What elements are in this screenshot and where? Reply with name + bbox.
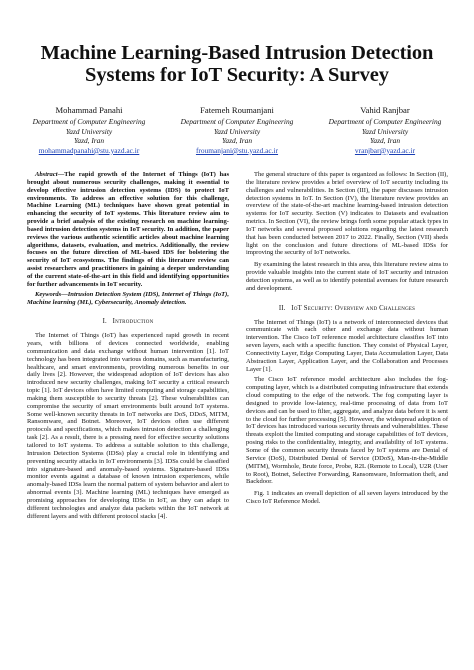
author-institution: Yazd University (213, 126, 261, 136)
section-number: II. (278, 304, 286, 312)
paper-title (20, 42, 454, 86)
author-institution: Yazd University (65, 126, 113, 136)
title-line-2: Systems for IoT Security: A Survey (85, 64, 389, 86)
section-heading-iot-security (246, 305, 448, 313)
iot-paragraph-1: The Internet of Things (IoT) is a network of interconnected devices that communicate with each other and exchange data without human intervention. The Cisco IoT reference model architecture classifies IoT into seven layers, each with a specific function. They consist of Physical Layer, Connectivity Layer, Edge Computing Layer, Data Accumulation Layer, Data Abstraction Layer, Application Layer, and the Collaboration and Processes Layer [1]. (246, 318, 448, 373)
author-name: Vahid Ranjbar (360, 105, 410, 115)
author-3 (310, 104, 460, 155)
section-heading-introduction (27, 318, 229, 326)
author-location: Yazd, Iran (73, 136, 105, 146)
left-column (27, 171, 229, 520)
keywords-label: Keywords (35, 290, 62, 298)
structure-paragraph-2: By examining the latest research in this area, this literature review aims to provide valuable insights into the current state of IoT security and intrusion detection systems, as well as to identify potential avenues for future research and development. (246, 261, 448, 292)
author-department: Department of Computer Engineering (32, 117, 146, 126)
right-column (246, 171, 448, 506)
title-line-1: Machine Learning-Based Intrusion Detection (40, 42, 434, 64)
intro-paragraph: The Internet of Things (IoT) has experienced rapid growth in recent years, with billions of devices connected worldwide, enabling communication and data exchange without human intervention [1]. IoT technology has been integrated into various domains, such as manufacturing, healthcare, and smart environments, providing numerous benefits in our daily lives [2]. However, the widespread adoption of IoT devices has also introduced new security challenges, making IoT security a critical research topic [1]. IoT devices often have limited computing and storage capabilities, making them susceptible to security threats [2]. These vulnerabilities can compromise the security of smart environments built around IoT systems. Some well-known security threats in IoT networks are DoS, DDoS, MITM, Ransomware, and Botnet. Moreover, IoT devices often use different protocols and specifications, which makes intrusion detection a challenging task [2]. As a result, there is a pressing need for effective security solutions tailored to IoT systems. To address a suitable solution to this challenge, Intrusion Detection Systems (IDSs) play a crucial role in identifying and preventing security attacks in IoT environments [3]. IDSs could be classified into signature-based and anomaly-based systems. Signature-based IDSs monitor events against a database of known intrusion experiences, while anomaly-based IDSs learn the normal pattern of system behavior and alert to abnormal events [3]. Machine learning (ML) techniques have emerged as promising approaches for developing IDSs in IoT, as they can adapt to different technologies and analyze data packets within the IoT network at different layers and with different protocol stacks [4]. (27, 332, 229, 520)
author-email-link[interactable]: mohammadpanahi@stu.yazd.ac.ir (38, 145, 140, 155)
author-1 (14, 104, 164, 155)
section-title: Introduction (112, 318, 154, 326)
section-number: I. (102, 318, 107, 326)
abstract-label: Abstract (35, 171, 58, 178)
author-email-link[interactable]: froumanjani@stu.yazd.ac.ir (195, 145, 279, 155)
author-name: Fatemeh Roumanjani (200, 105, 274, 115)
author-name: Mohammad Panahi (55, 105, 123, 115)
author-location: Yazd, Iran (369, 136, 401, 146)
section-title: IoT Security: Overview and Challenges (291, 304, 416, 312)
abstract (27, 171, 229, 289)
author-department: Department of Computer Engineering (328, 117, 442, 126)
author-2 (162, 104, 312, 155)
author-department: Department of Computer Engineering (180, 117, 294, 126)
author-institution: Yazd University (361, 126, 409, 136)
abstract-text: —The rapid growth of the Internet of Things (IoT) has brought about numerous security challenges, making it essential to develop effective intrusion detection systems (IDS) to protect IoT environments. To address an effective solution for this challenge, Machine Learning (ML) techniques have shown great potential in enhancing the security of IoT systems. This literature review aim to provide a brief analysis of the existing research on machine learning-based intrusion detection systems in IoT security. In addition, the paper reviews the various authentic scientific articles about machine learning algorithms, datasets, evaluation, and metrics. Additionally, the review focuses on the future direction of ML-based IDS for bolstering the security of IoT ecosystems. The findings of this literature review can assist researchers and practitioners in gaining a deeper understanding of the current state-of-the-art in this field and identifying opportunities for further advancements in IoT security. (27, 171, 229, 288)
keywords-text: —Intrusion Detection System (IDS), Internet of Things (IoT), Machine learning (ML), Cybersecurity, Anomaly detection. (27, 290, 229, 306)
author-block (14, 104, 460, 164)
keywords (27, 291, 229, 307)
structure-paragraph-1: The general structure of this paper is organized as follows: In Section (II), the literature review provides a brief overview of IoT security including its challenges and vulnerabilities. In Section (III), the paper discusses intrusion detection systems in IoT. In Section (IV), the literature review provides an overview of the state-of-the-art machine learning-based intrusion detection systems for IoT security. Section (V) indicates to Datasets and evaluation metrics. In Section (VI), the review brings forth some popular attack types in IoT networks and several proposed solutions regarding the latest research that has been conducted between 2017 to 2022. Finally, Section (VII) sheds light on the conclusion and future directions of ML-based IDSs for improving the security of IoT networks. (246, 171, 448, 257)
author-location: Yazd, Iran (221, 136, 253, 146)
iot-paragraph-3: Fig. 1 indicates an overall depiction of all seven layers introduced by the Cisco IoT Reference Model. (246, 490, 448, 506)
iot-paragraph-2: The Cisco IoT reference model architecture also includes the fog-computing layer, which is a distributed computing infrastructure that extends cloud computing to the edge of the network. The fog computing layer is designed to provide low-latency, real-time processing of data from IoT devices and can be used to filter, aggregate, and analyze data before it is sent to the cloud for further processing [5]. However, the widespread adoption of IoT devices has introduced various security threats and vulnerabilities. These threats exploit the limited computing and storage capabilities of IoT devices, posing risks to the confidentiality, integrity, and availability of IoT systems. Some of the common security threats faced by IoT systems are Denial of Service (DoS), Distributed Denial of Service (DDoS), Man-in-the-Middle (MITM), Wormhole, Brute force, Probe, R2L (Remote to Local), U2R (User to Root), Botnet, Selective Forwarding, Ransomware, Information theft, and Backdoor. (246, 376, 448, 486)
author-email-link[interactable]: vranjbar@yazd.ac.ir (354, 145, 416, 155)
